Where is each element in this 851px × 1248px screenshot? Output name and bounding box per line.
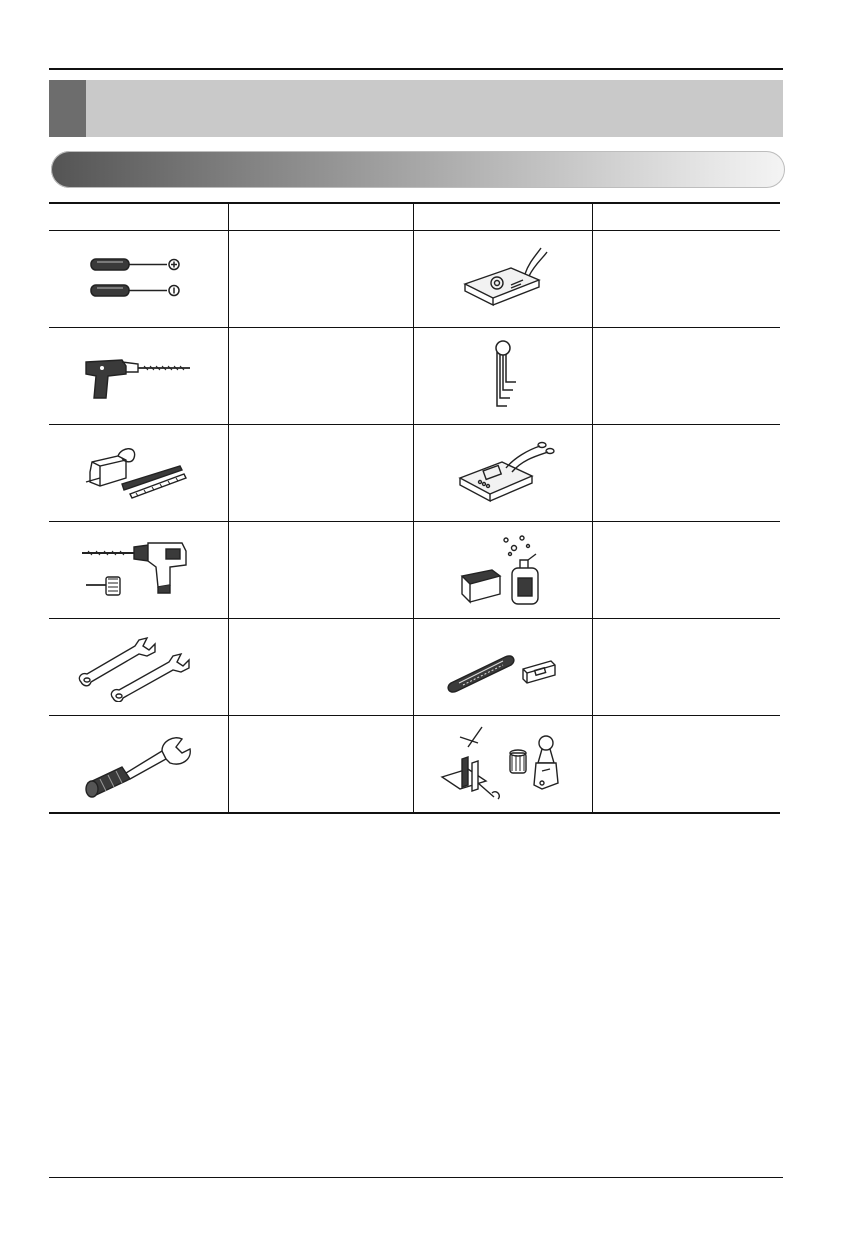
- torque-wrench-icon: [78, 729, 198, 799]
- table-row: [49, 328, 780, 425]
- bottom-rule: [49, 1177, 783, 1178]
- flaring-tool-set-icon: [438, 719, 568, 809]
- tool-image-cell: [413, 522, 592, 619]
- tool-image-cell: [49, 716, 228, 814]
- column-header-tool: [49, 203, 228, 231]
- tool-image-cell: [49, 522, 228, 619]
- tool-image-cell: [413, 619, 592, 716]
- table-row: [49, 716, 780, 814]
- electric-drill-icon: [78, 346, 198, 406]
- section-header-tab: [49, 80, 86, 137]
- table-header-row: [49, 203, 780, 231]
- tool-image-cell: [413, 328, 592, 425]
- tool-description: [592, 425, 780, 522]
- tool-image-cell: [413, 425, 592, 522]
- adjustable-wrench-icon: [73, 632, 203, 702]
- core-drill-icon: [78, 535, 198, 605]
- tool-description: [592, 231, 780, 328]
- tool-description: [592, 619, 780, 716]
- thermometer-box-icon: [453, 244, 553, 314]
- tools-table: [49, 202, 780, 814]
- table-row: [49, 425, 780, 522]
- tool-image-cell: [49, 231, 228, 328]
- table-row: [49, 522, 780, 619]
- table-row: [49, 619, 780, 716]
- tool-image-cell: [413, 231, 592, 328]
- tool-image-cell: [49, 328, 228, 425]
- tool-description: [228, 231, 413, 328]
- measuring-tape-icon: [78, 438, 198, 508]
- tool-description: [592, 716, 780, 814]
- subheader-bar: [51, 151, 785, 188]
- tool-description: [228, 716, 413, 814]
- tool-image-cell: [49, 425, 228, 522]
- column-header-tool-2: [413, 203, 592, 231]
- thermometer-level-icon: [443, 637, 563, 697]
- tool-description: [592, 328, 780, 425]
- tool-description: [228, 328, 413, 425]
- tool-description: [228, 522, 413, 619]
- table-row: [49, 231, 780, 328]
- ammeter-icon: [448, 438, 558, 508]
- section-header: [49, 80, 783, 137]
- screwdriver-set-icon: [83, 249, 193, 309]
- column-header-description: [228, 203, 413, 231]
- hex-key-set-icon: [473, 336, 533, 416]
- column-header-description-2: [592, 203, 780, 231]
- tool-image-cell: [413, 716, 592, 814]
- gas-leak-detector-icon: [448, 530, 558, 610]
- tool-description: [592, 522, 780, 619]
- top-rule: [49, 68, 783, 70]
- tool-description: [228, 619, 413, 716]
- tool-description: [228, 425, 413, 522]
- tool-image-cell: [49, 619, 228, 716]
